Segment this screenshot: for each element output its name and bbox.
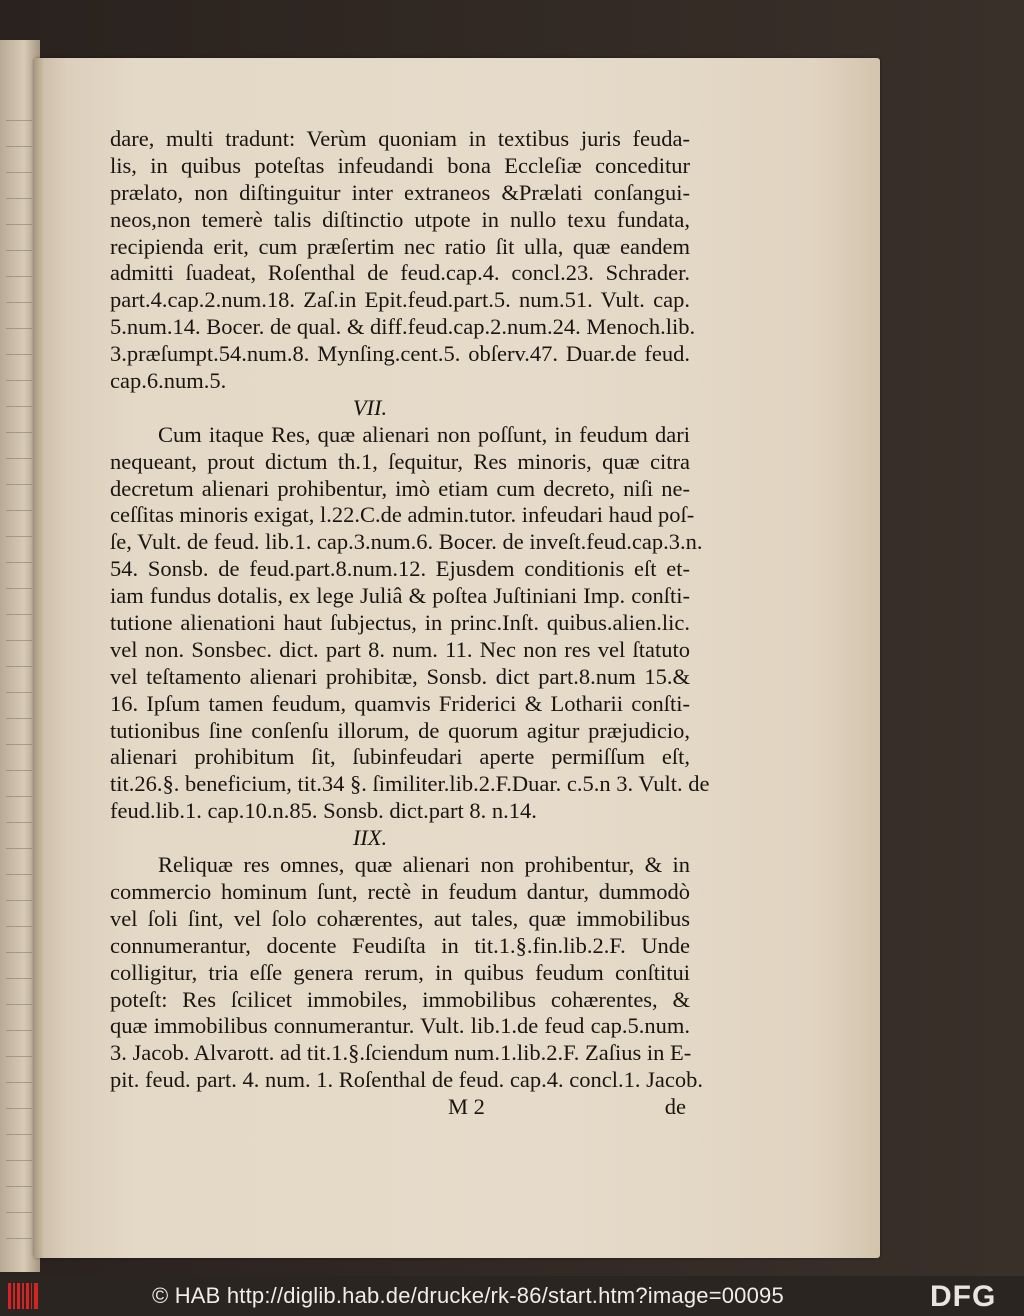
text-line: decretum alienari prohibentur, imò etiam cum decreto, niſi ne- <box>110 475 690 501</box>
text-line: dare, multi tradunt: Verùm quoniam in textibus juris feuda- <box>110 126 690 151</box>
bleed-through-mark <box>6 120 32 121</box>
text-line: connumerantur, docente Feudiſta in tit.1.§.fin.lib.2.F. Unde <box>110 932 690 958</box>
bleed-through-mark <box>6 692 32 693</box>
text-line: pit. feud. part. 4. num. 1. Roſenthal de feud. cap.4. concl.1. Jacob. <box>110 1067 703 1093</box>
bleed-through-mark <box>6 614 32 615</box>
bleed-through-mark <box>6 1160 32 1161</box>
text-line: 3.præſumpt.54.num.8. Mynſing.cent.5. obſerv.47. Duar.de feud. <box>110 341 690 367</box>
bleed-through-mark <box>6 1134 32 1135</box>
text-line: cap.6.num.5. <box>110 368 227 394</box>
text-line: ſe, Vult. de feud. lib.1. cap.3.num.6. Bocer. de inveſt.feud.cap.3.n. <box>110 529 703 555</box>
bleed-through-mark <box>6 978 32 979</box>
text-line: feud.lib.1. cap.10.n.85. Sonsb. dict.part 8. n.14. <box>110 798 537 824</box>
text-line: admitti ſuadeat, Roſenthal de feud.cap.4. concl.23. Schrader. <box>110 260 690 286</box>
bleed-through-mark <box>6 250 32 251</box>
bleed-through-mark <box>6 1108 32 1109</box>
bleed-through-mark <box>6 1212 32 1213</box>
text-line: nequeant, prout dictum th.1, ſequitur, Res minoris, quæ citra <box>110 448 690 474</box>
bleed-through-mark <box>6 380 32 381</box>
bleed-through-mark <box>6 562 32 563</box>
bleed-through-mark <box>6 1030 32 1031</box>
text-line: recipienda erit, cum præſertim nec ratio ſit ulla, quæ eandem <box>110 233 690 259</box>
text-line: tutionibus ſine conſenſu illorum, de quorum agitur præjudicio, <box>110 717 690 743</box>
text-line: 54. Sonsb. de feud.part.8.num.12. Ejusdem conditionis eſt et- <box>110 556 690 582</box>
bleed-through-mark <box>6 510 32 511</box>
bleed-through-mark <box>6 770 32 771</box>
bleed-through-mark <box>6 1004 32 1005</box>
bleed-through-mark <box>6 432 32 433</box>
bleed-through-mark <box>6 1186 32 1187</box>
text-line: alienari prohibitum ſit, ſubinfeudari aperte permiſſum eſt, <box>110 744 690 770</box>
bleed-through-mark <box>6 640 32 641</box>
copyright-credit: © HAB http://diglib.hab.de/drucke/rk-86/start.htm?image=00095 <box>152 1283 784 1308</box>
hab-barcode-icon <box>8 1283 38 1309</box>
text-line: vel teſtamento alienari prohibitæ, Sonsb. dict part.8.num 15.& <box>110 663 690 689</box>
text-line: 16. Ipſum tamen feudum, quamvis Friderici & Lotharii conſti- <box>110 690 690 716</box>
bleed-through-mark <box>6 146 32 147</box>
bleed-through-mark <box>6 354 32 355</box>
bleed-through-mark <box>6 406 32 407</box>
text-line: part.4.cap.2.num.18. Zaſ.in Epit.feud.part.5. num.51. Vult. cap. <box>110 287 690 313</box>
bleed-through-mark <box>6 458 32 459</box>
bleed-through-mark <box>6 874 32 875</box>
footer-bar <box>0 1276 1024 1316</box>
bleed-through-mark <box>6 1238 32 1239</box>
text-line: vel non. Sonsbec. dict. part 8. num. 11. Nec non res vel ſtatuto <box>110 636 690 662</box>
bleed-through-mark <box>6 588 32 589</box>
text-line: Cum itaque Res, quæ alienari non poſſunt, in feudum dari <box>158 421 690 447</box>
text-line: colligitur, tria eſſe genera rerum, in quibus feudum conſtitui <box>110 959 690 985</box>
bleed-through-mark <box>6 224 32 225</box>
section-heading: IIX. <box>352 825 388 851</box>
bleed-through-mark <box>6 302 32 303</box>
bleed-through-mark <box>6 1056 32 1057</box>
page-text <box>110 126 710 1121</box>
dfg-logo: DFG <box>930 1280 997 1313</box>
bleed-through-mark <box>6 952 32 953</box>
bleed-through-mark <box>6 718 32 719</box>
bleed-through-mark <box>6 328 32 329</box>
text-line: Reliquæ res omnes, quæ alienari non prohibentur, & in <box>158 852 690 878</box>
bleed-through-mark <box>6 198 32 199</box>
text-line: vel ſoli ſint, vel ſolo cohærentes, aut tales, quæ immobilibus <box>110 905 690 931</box>
text-line: commercio hominum ſunt, rectè in feudum dantur, dummodò <box>110 878 690 904</box>
bleed-through-mark <box>6 822 32 823</box>
bleed-through-mark <box>6 1082 32 1083</box>
bleed-through-mark <box>6 900 32 901</box>
bleed-through-mark <box>6 276 32 277</box>
text-line: tit.26.§. beneficium, tit.34 §. ſimiliter.lib.2.F.Duar. c.5.n 3. Vult. de <box>110 771 710 797</box>
catchword: de <box>664 1094 686 1120</box>
text-line: ceſſitas minoris exigat, l.22.C.de admin.tutor. infeudari haud poſ- <box>110 502 695 528</box>
text-line: neos,non temerè talis diſtinctio utpote in nullo texu fundata, <box>110 206 690 232</box>
text-line: lis, in quibus poteſtas infeudandi bona Eccleſiæ conceditur <box>110 152 690 178</box>
bleed-through-mark <box>6 744 32 745</box>
section-heading: VII. <box>352 394 388 420</box>
bleed-through-mark <box>6 796 32 797</box>
bleed-through-mark <box>6 484 32 485</box>
text-line: quæ immobilibus connumerantur. Vult. lib.1.de feud cap.5.num. <box>110 1013 690 1039</box>
bleed-through-mark <box>6 848 32 849</box>
text-line: prælato, non diſtinguitur inter extraneos &Prælati conſangui- <box>110 179 690 205</box>
bleed-through-mark <box>6 536 32 537</box>
page-footer-line <box>110 1094 690 1121</box>
page-gutter-shadow <box>34 58 44 1258</box>
signature-mark: M 2 <box>448 1094 485 1120</box>
text-line: 3. Jacob. Alvarott. ad tit.1.§.ſciendum num.1.lib.2.F. Zaſius in E- <box>110 1040 692 1066</box>
text-line: poteſt: Res ſcilicet immobiles, immobilibus cohærentes, & <box>110 986 690 1012</box>
bleed-through-mark <box>6 172 32 173</box>
text-line: iam fundus dotalis, ex lege Juliâ & poſtea Juſtiniani Imp. conſti- <box>110 583 690 609</box>
bleed-through-mark <box>6 666 32 667</box>
text-line: tutione alienationi haut ſubjectus, in princ.Inſt. quibus.alien.lic. <box>110 610 690 636</box>
bleed-through-mark <box>6 926 32 927</box>
text-line: 5.num.14. Bocer. de qual. & diff.feud.cap.2.num.24. Menoch.lib. <box>110 314 696 340</box>
